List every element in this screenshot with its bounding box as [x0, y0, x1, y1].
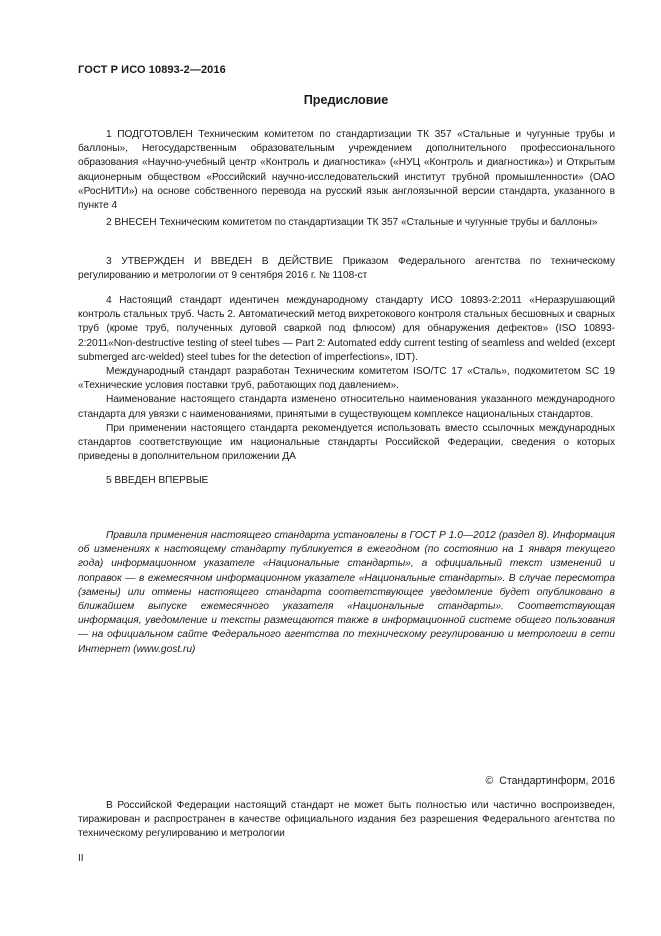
preface-item-2: 2 ВНЕСЕН Техническим комитетом по стандартизации ТК 357 «Стальные и чугунные трубы и баллоны» [106, 217, 598, 228]
item-4-paragraph-name-change: Наименование настоящего стандарта изменено относительно наименования указанного международного стандарта для увязки с наименованиями, принятыми в существующем комплексе национальных стандартов. [78, 394, 615, 420]
preface-item-4 [78, 294, 615, 464]
preface-item-5: 5 ВВЕДЕН ВПЕРВЫЕ [106, 475, 209, 486]
reproduction-notice: В Российской Федерации настоящий стандарт не может быть полностью или частично воспроизведен, тиражирован и распространен в качестве официального издания без разрешения Федерального агентства по техническому регулированию и метрологии [78, 800, 615, 840]
copyright-symbol: © [485, 775, 494, 787]
preface-item-3: 3 УТВЕРЖДЕН И ВВЕДЕН В ДЕЙСТВИЕ Приказом Федерального агентства по техническому регулированию и метрологии от 9 сентября 2016 г. № 1108-ст [78, 256, 615, 282]
preface-item-1: 1 ПОДГОТОВЛЕН Техническим комитетом по стандартизации ТК 357 «Стальные и чугунные трубы и баллоны», Негосударственным образовательным учреждением дополнительного профессионального образования «Научно-учебный центр «Контроль и диагностика» («НУЦ «Контроль и диагностика») и Открытым акционерным обществом «Российский научно-исследовательский институт трубной промышленности» (ОАО «РосНИТИ») на основе собственного перевода на русский язык англоязычной версии стандарта, указанного в пункте 4 [78, 129, 615, 212]
copyright-line [485, 775, 615, 787]
page-title: Предисловие [303, 93, 389, 107]
copyright-text: Стандартинформ, 2016 [499, 775, 615, 787]
page-number: II [78, 853, 84, 864]
item-4-paragraph-developer: Международный стандарт разработан Техническим комитетом ISO/TC 17 «Сталь», подкомитетом SC 19 «Технические условия поставки труб, работающих под давлением». [78, 366, 615, 392]
document-code: ГОСТ Р ИСО 10893-2—2016 [78, 64, 226, 76]
item-4-paragraph-references: При применении настоящего стандарта рекомендуется использовать вместо ссылочных международных стандартов соответствующие им национальные стандарты Российской Федерации, сведения о которых приведены в дополнительном приложении ДА [78, 422, 615, 463]
item-4-paragraph-identity: 4 Настоящий стандарт идентичен международному стандарту ИСО 10893-2:2011 «Неразрушающий контроль стальных труб. Часть 2. Автоматический метод вихретокового контроля стальных бесшовных и сварных труб (кроме труб, полученных дуговой сваркой под флюсом) для обнаружения дефектов» (ISO 10893-2:2011«Non-destructive testing of steel tubes — Part 2: Automated eddy current testing of seamless and welded (except submerged arc-welded) steel tubes for the detection of imperfections», IDT). [78, 295, 615, 363]
rules-notice: Правила применения настоящего стандарта установлены в ГОСТ Р 1.0—2012 (раздел 8). Информация об изменениях к настоящему стандарту публикуется в ежегодном (по состоянию на 1 января текущего года) информационном указателе «Национальные стандарты», а официальный текст изменений и поправок — в ежемесячном информационном указателе «Национальные стандарты». В случае пересмотра (замены) или отмены настоящего стандарта соответствующее уведомление будет опубликовано в ближайшем выпуске ежемесячного указателя «Национальные стандарты». Соответствующая информация, уведомление и тексты размещаются также в информационной системе общего пользования — на официальном сайте Федерального агентства по техническому регулированию и метрологии в сети Интернет (www.gost.ru) [78, 530, 615, 655]
